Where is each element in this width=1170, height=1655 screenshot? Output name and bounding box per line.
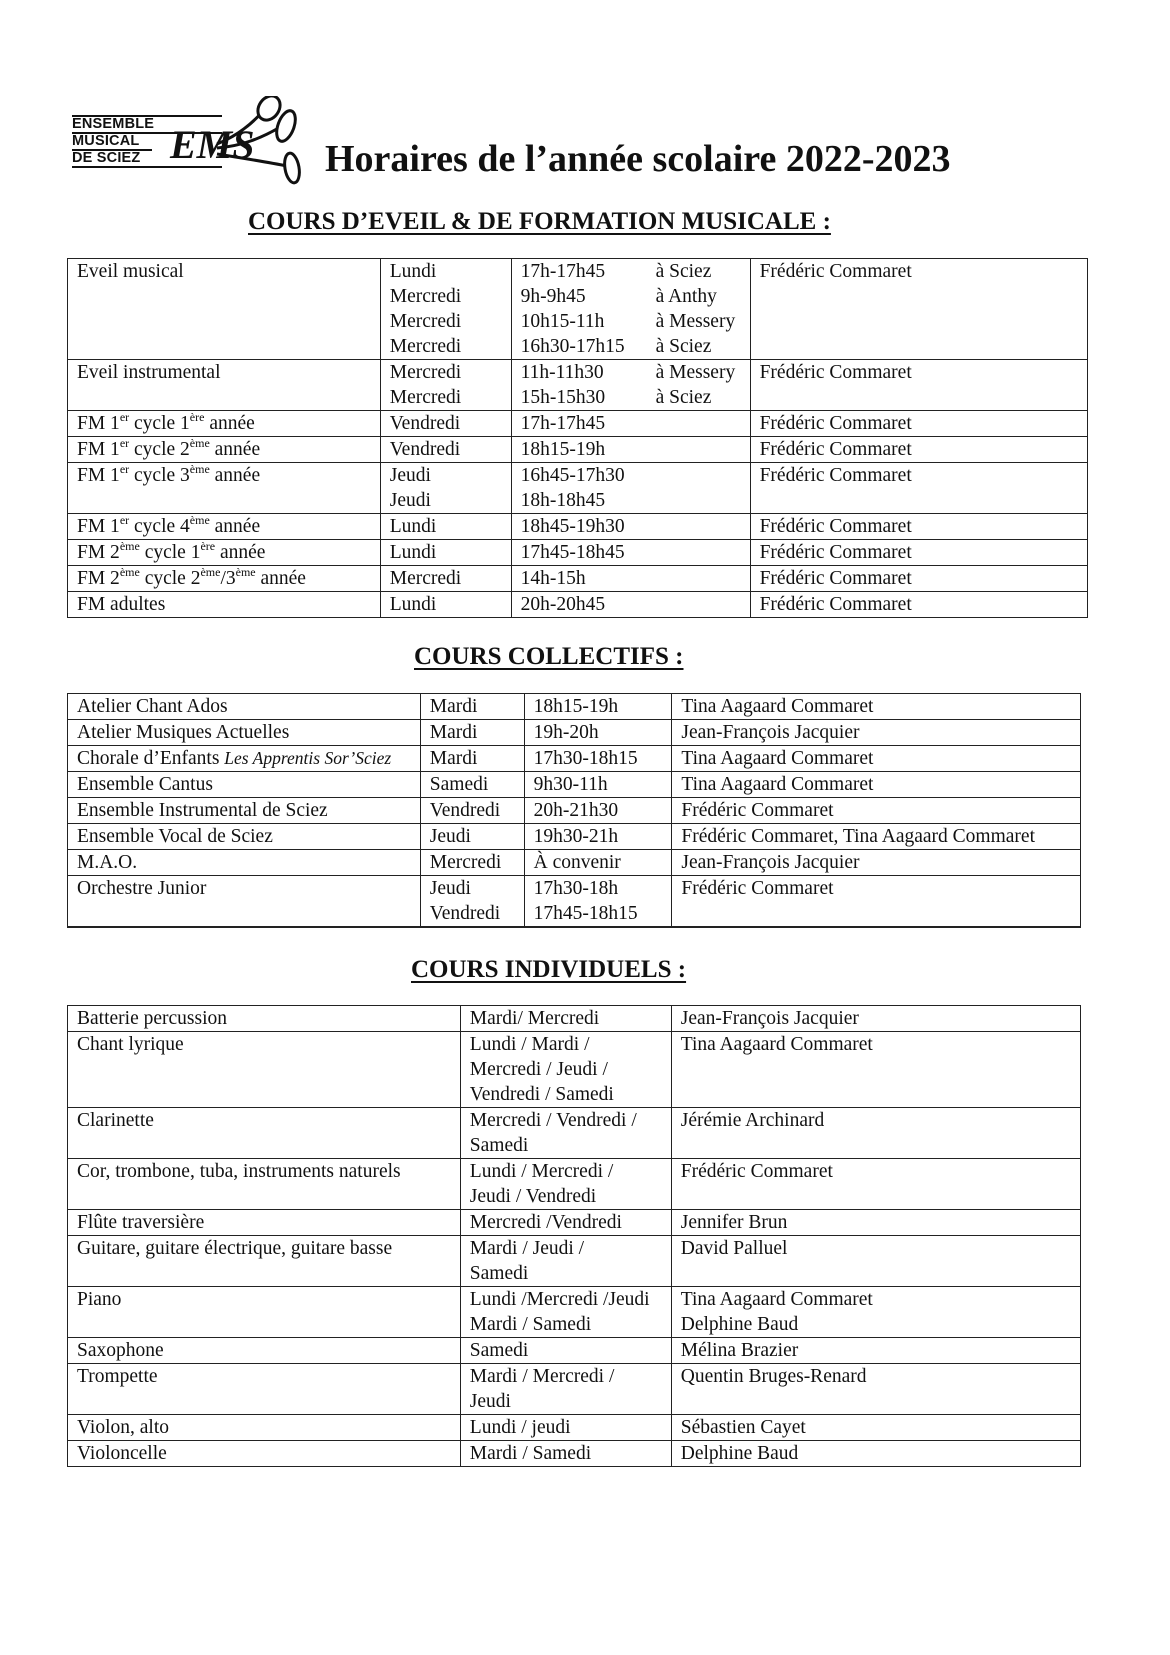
teacher-cell: Frédéric Commaret xyxy=(672,798,1081,824)
teacher-cell: Frédéric Commaret xyxy=(750,592,1087,618)
table-row xyxy=(68,1415,1081,1441)
teacher-cell: Frédéric Commaret xyxy=(672,876,1081,928)
horns-icon xyxy=(72,96,307,186)
course-cell: Chorale d’Enfants Les Apprentis Sor’Sciez xyxy=(68,746,421,772)
course-cell: FM 2ème cycle 1ère année xyxy=(68,540,381,566)
section-title-individuels: COURS INDIVIDUELS : xyxy=(411,956,687,983)
course-cell: Atelier Chant Ados xyxy=(68,694,421,720)
teacher-cell: Tina Aagaard Commaret xyxy=(672,772,1081,798)
table-row xyxy=(68,1210,1081,1236)
table-row xyxy=(68,1364,1081,1415)
course-cell: M.A.O. xyxy=(68,850,421,876)
instrument-cell: Piano xyxy=(68,1287,461,1338)
logo xyxy=(72,96,307,186)
teacher-cell: Frédéric Commaret xyxy=(750,259,1087,360)
days-cell: Lundi / Mercredi / Jeudi / Vendredi xyxy=(460,1159,671,1210)
teacher-cell: Frédéric Commaret xyxy=(750,514,1087,540)
times-cell: 18h15-19h xyxy=(524,694,672,720)
teacher-cell: Frédéric Commaret xyxy=(750,411,1087,437)
days-cell: Mardi/ Mercredi xyxy=(460,1006,671,1032)
course-cell: FM 1er cycle 1ère année xyxy=(68,411,381,437)
teacher-cell: Delphine Baud xyxy=(671,1441,1080,1467)
times-cell: 18h15-19h xyxy=(511,437,750,463)
teacher-cell: Tina Aagaard Commaret Delphine Baud xyxy=(671,1287,1080,1338)
teacher-cell: Frédéric Commaret xyxy=(750,566,1087,592)
teacher-cell: Mélina Brazier xyxy=(671,1338,1080,1364)
times-cell: 9h30-11h xyxy=(524,772,672,798)
table-row xyxy=(68,514,1088,540)
times-cell: 17h30-18h15 xyxy=(524,746,672,772)
table-row xyxy=(68,798,1081,824)
page-title: Horaires de l’année scolaire 2022-2023 xyxy=(325,138,951,180)
days-cell: Lundi xyxy=(380,514,511,540)
teacher-cell: Sébastien Cayet xyxy=(671,1415,1080,1441)
times-cell: 17h-17h45 à Sciez 9h-9h45 à Anthy 10h15-11h à Messery 16h30-17h15 à Sciez xyxy=(511,259,750,360)
instrument-cell: Saxophone xyxy=(68,1338,461,1364)
collectifs-table xyxy=(67,693,1081,928)
logo-monogram: EMS xyxy=(170,122,255,167)
teacher-cell: Frédéric Commaret, Tina Aagaard Commaret xyxy=(672,824,1081,850)
course-cell: Eveil musical xyxy=(68,259,381,360)
times-cell: 11h-11h30 à Messery 15h-15h30 à Sciez xyxy=(511,360,750,411)
instrument-cell: Flûte traversière xyxy=(68,1210,461,1236)
teacher-cell: Tina Aagaard Commaret xyxy=(671,1032,1080,1108)
days-cell: Lundi xyxy=(380,540,511,566)
table-row xyxy=(68,1441,1081,1467)
days-cell: Lundi / Mardi / Mercredi / Jeudi / Vendredi / Samedi xyxy=(460,1032,671,1108)
days-cell: Lundi /Mercredi /Jeudi Mardi / Samedi xyxy=(460,1287,671,1338)
logo-line: MUSICAL xyxy=(72,133,140,149)
times-cell: À convenir xyxy=(524,850,672,876)
teacher-cell: Frédéric Commaret xyxy=(750,540,1087,566)
days-cell: Mardi xyxy=(420,746,524,772)
teacher-cell: Jean-François Jacquier xyxy=(672,720,1081,746)
days-cell: Mercredi /Vendredi xyxy=(460,1210,671,1236)
table-row xyxy=(68,360,1088,411)
days-cell: Mardi xyxy=(420,694,524,720)
teacher-cell: Tina Aagaard Commaret xyxy=(672,694,1081,720)
course-cell: Atelier Musiques Actuelles xyxy=(68,720,421,746)
times-cell: 19h-20h xyxy=(524,720,672,746)
teacher-cell: Jean-François Jacquier xyxy=(672,850,1081,876)
times-cell: 18h45-19h30 xyxy=(511,514,750,540)
course-cell: FM 1er cycle 2ème année xyxy=(68,437,381,463)
table-row xyxy=(68,592,1088,618)
days-cell: Lundi xyxy=(380,592,511,618)
table-row xyxy=(68,1108,1081,1159)
course-cell: Ensemble Vocal de Sciez xyxy=(68,824,421,850)
table-row xyxy=(68,566,1088,592)
teacher-cell: Frédéric Commaret xyxy=(671,1159,1080,1210)
days-cell: Mercredi / Vendredi / Samedi xyxy=(460,1108,671,1159)
table-row xyxy=(68,1287,1081,1338)
instrument-cell: Violon, alto xyxy=(68,1415,461,1441)
days-cell: Mercredi xyxy=(420,850,524,876)
days-cell: Jeudi xyxy=(420,824,524,850)
table-row xyxy=(68,437,1088,463)
teacher-cell: Quentin Bruges-Renard xyxy=(671,1364,1080,1415)
days-cell: Jeudi Vendredi xyxy=(420,876,524,928)
times-cell: 14h-15h xyxy=(511,566,750,592)
days-cell: Mardi / Mercredi / Jeudi xyxy=(460,1364,671,1415)
days-cell: Samedi xyxy=(420,772,524,798)
course-cell: Ensemble Instrumental de Sciez xyxy=(68,798,421,824)
teacher-cell: Tina Aagaard Commaret xyxy=(672,746,1081,772)
table-row xyxy=(68,876,1081,928)
table-row xyxy=(68,1236,1081,1287)
instrument-cell: Trompette xyxy=(68,1364,461,1415)
table-row xyxy=(68,259,1088,360)
course-cell: FM 2ème cycle 2ème/3ème année xyxy=(68,566,381,592)
days-cell: Lundi Mercredi Mercredi Mercredi xyxy=(380,259,511,360)
section-title-collectifs: COURS COLLECTIFS : xyxy=(414,643,684,670)
course-cell: Ensemble Cantus xyxy=(68,772,421,798)
instrument-cell: Chant lyrique xyxy=(68,1032,461,1108)
course-cell: FM 1er cycle 4ème année xyxy=(68,514,381,540)
table-row xyxy=(68,1032,1081,1108)
instrument-cell: Guitare, guitare électrique, guitare basse xyxy=(68,1236,461,1287)
table-row xyxy=(68,694,1081,720)
days-cell: Samedi xyxy=(460,1338,671,1364)
instrument-cell: Clarinette xyxy=(68,1108,461,1159)
table-row xyxy=(68,540,1088,566)
logo-line: DE SCIEZ xyxy=(72,150,141,166)
table-row xyxy=(68,772,1081,798)
teacher-cell: Frédéric Commaret xyxy=(750,360,1087,411)
table-row xyxy=(68,1338,1081,1364)
teacher-cell: Jérémie Archinard xyxy=(671,1108,1080,1159)
table-row xyxy=(68,463,1088,514)
table-row xyxy=(68,1006,1081,1032)
teacher-cell: Jean-François Jacquier xyxy=(671,1006,1080,1032)
course-cell: FM adultes xyxy=(68,592,381,618)
eveil-table xyxy=(67,258,1088,618)
days-cell: Mardi / Jeudi / Samedi xyxy=(460,1236,671,1287)
logo-line: ENSEMBLE xyxy=(72,116,155,132)
instrument-cell: Cor, trombone, tuba, instruments naturels xyxy=(68,1159,461,1210)
course-cell: Orchestre Junior xyxy=(68,876,421,928)
teacher-cell: David Palluel xyxy=(671,1236,1080,1287)
days-cell: Mardi xyxy=(420,720,524,746)
times-cell: 20h-21h30 xyxy=(524,798,672,824)
table-row xyxy=(68,720,1081,746)
section-title-eveil: COURS D’EVEIL & DE FORMATION MUSICALE : xyxy=(248,208,831,235)
days-cell: Jeudi Jeudi xyxy=(380,463,511,514)
individuels-table xyxy=(67,1005,1081,1467)
table-row xyxy=(68,746,1081,772)
days-cell: Vendredi xyxy=(380,437,511,463)
table-row xyxy=(68,1159,1081,1210)
instrument-cell: Violoncelle xyxy=(68,1441,461,1467)
instrument-cell: Batterie percussion xyxy=(68,1006,461,1032)
teacher-cell: Jennifer Brun xyxy=(671,1210,1080,1236)
times-cell: 19h30-21h xyxy=(524,824,672,850)
course-cell: FM 1er cycle 3ème année xyxy=(68,463,381,514)
days-cell: Lundi / jeudi xyxy=(460,1415,671,1441)
days-cell: Mardi / Samedi xyxy=(460,1441,671,1467)
times-cell: 20h-20h45 xyxy=(511,592,750,618)
days-cell: Vendredi xyxy=(420,798,524,824)
course-cell: Eveil instrumental xyxy=(68,360,381,411)
days-cell: Mercredi xyxy=(380,566,511,592)
teacher-cell: Frédéric Commaret xyxy=(750,437,1087,463)
days-cell: Vendredi xyxy=(380,411,511,437)
times-cell: 16h45-17h30 18h-18h45 xyxy=(511,463,750,514)
times-cell: 17h45-18h45 xyxy=(511,540,750,566)
table-row xyxy=(68,850,1081,876)
days-cell: Mercredi Mercredi xyxy=(380,360,511,411)
times-cell: 17h30-18h 17h45-18h15 xyxy=(524,876,672,928)
teacher-cell: Frédéric Commaret xyxy=(750,463,1087,514)
table-row xyxy=(68,824,1081,850)
table-row xyxy=(68,411,1088,437)
times-cell: 17h-17h45 xyxy=(511,411,750,437)
